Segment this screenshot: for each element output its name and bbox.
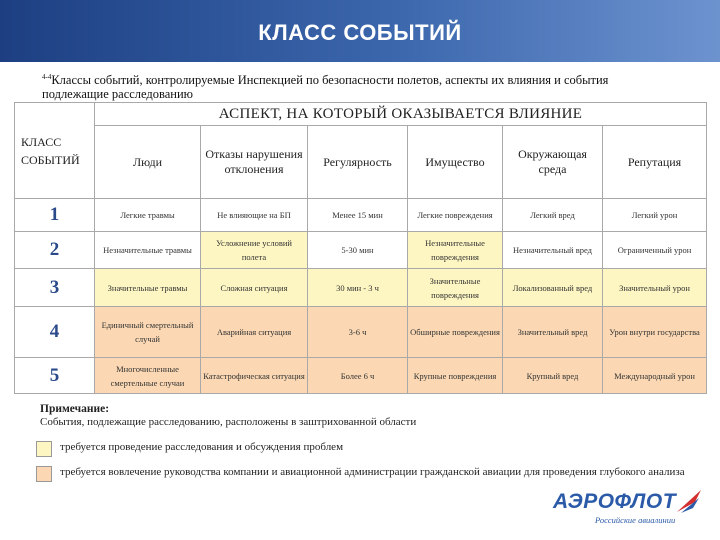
table-row — [15, 199, 707, 232]
table-row — [15, 358, 707, 394]
class-number: 4 — [15, 307, 95, 358]
table-cell: Значительные повреждения — [408, 269, 503, 307]
column-header: Регулярность — [308, 126, 408, 199]
table-cell: Более 6 ч — [308, 358, 408, 394]
intro-marker: 4-4 — [42, 73, 52, 81]
table-cell: Не влияющие на БП — [201, 199, 308, 232]
orange-swatch — [36, 466, 52, 482]
aeroflot-logo — [553, 486, 703, 530]
table-cell: Легкие повреждения — [408, 199, 503, 232]
table-cell: Крупный вред — [503, 358, 603, 394]
legend-text: требуется вовлечение руководства компании и авиационной администрации гражданской авиации для проведения глубокого анализа — [60, 466, 685, 478]
table-cell: Сложная ситуация — [201, 269, 308, 307]
table-cell: Значительные травмы — [95, 269, 201, 307]
page-title: КЛАСС СОБЫТИЙ — [258, 20, 462, 45]
logo-tagline: Российские авиалинии — [595, 515, 676, 525]
table-cell: Легкий вред — [503, 199, 603, 232]
table-cell: Менее 15 мин — [308, 199, 408, 232]
table-cell: Незначительный вред — [503, 232, 603, 269]
column-header: Окружающая среда — [503, 126, 603, 199]
table-cell: Легкие травмы — [95, 199, 201, 232]
column-header: Репутация — [603, 126, 707, 199]
aspect-header: АСПЕКТ, НА КОТОРЫЙ ОКАЗЫВАЕТСЯ ВЛИЯНИЕ — [95, 103, 707, 126]
notes-title: Примечание: — [40, 403, 110, 415]
column-header: Имущество — [408, 126, 503, 199]
table-cell: Усложнение условий полета — [201, 232, 308, 269]
class-header: КЛАСС СОБЫТИЙ — [15, 103, 95, 199]
intro-text — [42, 70, 662, 101]
table-cell: Международный урон — [603, 358, 707, 394]
table-cell: Урон внутри государства — [603, 307, 707, 358]
column-header: Люди — [95, 126, 201, 199]
column-header: Отказы нарушения отклонения — [201, 126, 308, 199]
table-cell: Обширные повреждения — [408, 307, 503, 358]
table-cell: Катастрофическая ситуация — [201, 358, 308, 394]
table-cell: 3-6 ч — [308, 307, 408, 358]
table-row — [15, 232, 707, 269]
table-cell: Ограниченный урон — [603, 232, 707, 269]
legend-text: требуется проведение расследования и обсуждения проблем — [60, 441, 344, 453]
table-cell: 5-30 мин — [308, 232, 408, 269]
notes-line: События, подлежащие расследованию, расположены в заштрихованной области — [40, 416, 417, 428]
table-cell: Незначительные повреждения — [408, 232, 503, 269]
yellow-swatch — [36, 441, 52, 457]
table-cell: Многочисленные смертельные случаи — [95, 358, 201, 394]
table-cell: Локализованный вред — [503, 269, 603, 307]
class-number: 3 — [15, 269, 95, 307]
class-number: 1 — [15, 199, 95, 232]
table-cell: Аварийная ситуация — [201, 307, 308, 358]
table-cell: Незначительные травмы — [95, 232, 201, 269]
table-cell: Значительный вред — [503, 307, 603, 358]
title-bar — [0, 0, 720, 62]
wings-icon — [675, 486, 703, 516]
class-number: 2 — [15, 232, 95, 269]
table-row — [15, 307, 707, 358]
table-cell: 30 мин - 3 ч — [308, 269, 408, 307]
notes-block — [40, 403, 416, 429]
table-cell: Крупные повреждения — [408, 358, 503, 394]
table-cell: Легкий урон — [603, 199, 707, 232]
event-class-table — [14, 102, 707, 394]
table-cell: Единичный смертельный случай — [95, 307, 201, 358]
table-cell: Значительный урон — [603, 269, 707, 307]
intro-body: Классы событий, контролируемые Инспекцией по безопасности полетов, аспекты их влияния и события подлежащие расследованию — [42, 73, 609, 101]
logo-wordmark: АЭРОФЛОТ — [553, 490, 677, 513]
class-number: 5 — [15, 358, 95, 394]
table-row — [15, 269, 707, 307]
